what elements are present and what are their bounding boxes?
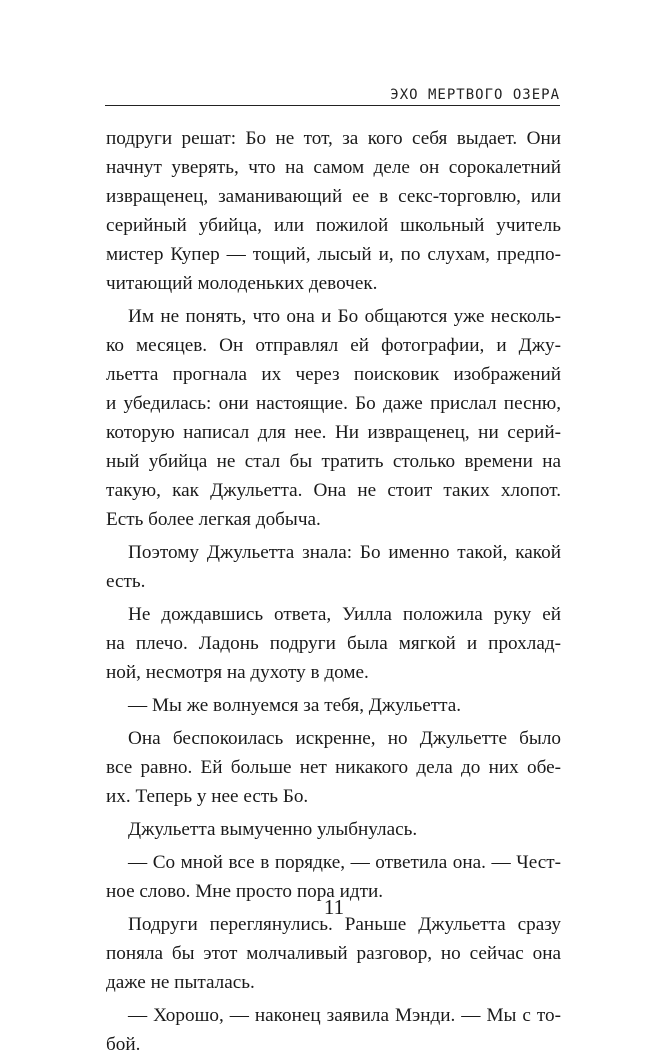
text-line: ко месяцев. Он отправлял ей фотографии, и Джу- [106, 335, 561, 356]
text-line: их. Теперь у нее есть Бо. [106, 786, 309, 807]
text-line: — Со мной все в порядке, — ответила она. — Чест- [128, 852, 561, 873]
text-line: ной, несмотря на духоту в доме. [106, 662, 369, 683]
text-line: читающий молоденьких девочек. [106, 273, 378, 294]
text-line: льетта прогнала их через поисковик изображений [106, 364, 561, 385]
text-line: ный убийца не стал бы тратить столько времени на [106, 451, 561, 472]
text-line: — Мы же волнуемся за тебя, Джульетта. [128, 695, 462, 716]
text-line: поняла бы этот молчаливый разговор, но сейчас она [106, 943, 561, 964]
text-line: на плечо. Ладонь подруги была мягкой и прохлад- [106, 633, 561, 654]
text-line: Есть более легкая добыча. [106, 509, 321, 530]
text-line: подруги решат: Бо не тот, за кого себя выдает. Они [106, 128, 561, 149]
text-line: все равно. Ей больше нет никакого дела до них обе- [106, 757, 561, 778]
text-line: серийный убийца, или пожилой школьный учитель [106, 215, 561, 236]
text-line: извращенец, заманивающий ее в секс-торговлю, или [106, 186, 561, 207]
text-line: которую написал для нее. Ни извращенец, ни серий- [106, 422, 561, 443]
text-line: Им не понять, что она и Бо общаются уже несколь- [128, 306, 561, 327]
text-line: Джульетта вымученно улыбнулась. [128, 819, 418, 840]
text-line: ное слово. Мне просто пора идти. [106, 881, 384, 902]
text-line: даже не пыталась. [106, 972, 255, 993]
text-line: мистер Купер — тощий, лысый и, по слухам, предпо- [106, 244, 561, 265]
text-line: есть. [106, 571, 146, 592]
text-line: Не дождавшись ответа, Уилла положила руку ей [128, 604, 561, 625]
text-line: — Хорошо, — наконец заявила Мэнди. — Мы с то- [128, 1005, 561, 1026]
header-rule [105, 105, 560, 106]
running-head: ЭХО МЕРТВОГО ОЗЕРА [390, 87, 560, 103]
text-line: Подруги переглянулись. Раньше Джульетта сразу [128, 914, 561, 935]
text-line: бой. [106, 1034, 141, 1055]
text-line: Поэтому Джульетта знала: Бо именно такой, какой [128, 542, 561, 563]
page-number: 11 [323, 895, 345, 919]
text-line: такую, как Джульетта. Она не стоит таких хлопот. [106, 480, 561, 501]
text-line: начнут уверять, что на самом деле он сорокалетний [106, 157, 561, 178]
text-line: Она беспокоилась искренне, но Джульетте было [128, 728, 561, 749]
text-line: и убедилась: они настоящие. Бо даже прислал песню, [106, 393, 561, 414]
